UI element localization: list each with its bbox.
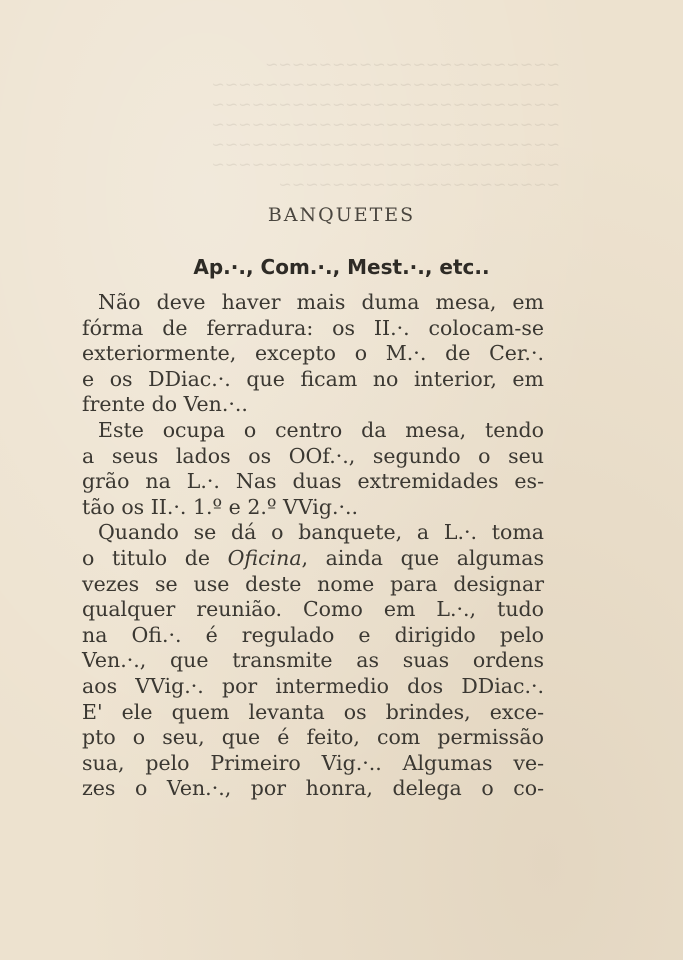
body-text xyxy=(82,290,544,802)
text-line: Quando se dá o banquete, a L.·. toma xyxy=(98,520,544,545)
text-line: Não deve haver mais duma mesa, em xyxy=(98,290,544,314)
text-line: pto o seu, que é feito, com permissão xyxy=(82,725,544,750)
text-line: E' ele quem levanta os brindes, exce- xyxy=(82,699,544,724)
text-line: a seus lados os OOf.·., segundo o seu xyxy=(82,443,544,468)
text-line: vezes se use deste nome para designar xyxy=(82,571,544,596)
text-line: e os DDiac.·. que ficam no interior, em xyxy=(82,366,544,391)
text-line: grão na L.·. Nas duas extremidades es- xyxy=(82,469,544,494)
text-line: Ven.·., que transmite as suas ordens xyxy=(82,648,544,673)
text-line: qualquer reunião. Como em L.·., tudo xyxy=(82,597,544,622)
text-segment: , ainda que algumas xyxy=(301,545,544,570)
text-line: sua, pelo Primeiro Vig.·.. Algumas ve- xyxy=(82,750,544,775)
text-line: exteriormente, excepto o M.·. de Cer.·. xyxy=(82,341,544,366)
text-line: frente do Ven.·.. xyxy=(82,392,248,417)
text-line: fórma de ferradura: os II.·. colocam-se xyxy=(82,315,544,340)
bleed-through-decoration: ~~~~~~~~~~~~~~~~~~~~~~ ~~~~~~~~~~~~~~~~~~~~~~~~~~ ~~~~~~~~~~~~~~~~~~~~~~~~~~ ~~~~~~~~~~~~~~~~~~~~~~~~~~ ~~~~~~~~~~~~~~~~~~~~~~~~~~ ~~~~~~~~~~~~~~~~~~~~~~~~~~ ~~~~~~~~~~~~~~~~~~~~~ xyxy=(211,55,560,194)
text-segment: o titulo de xyxy=(82,545,228,570)
italic-term: Oficina xyxy=(227,545,302,570)
text-line: Este ocupa o centro da mesa, tendo xyxy=(98,417,544,442)
text-line: na Ofi.·. é regulado e dirigido pelo xyxy=(82,622,544,647)
subheading: Ap.·., Com.·., Mest.·., etc.. xyxy=(193,255,490,279)
text-line-with-italic xyxy=(82,546,544,572)
section-title: BANQUETES xyxy=(267,204,416,226)
text-line: zes o Ven.·., por honra, delega o co- xyxy=(82,776,544,801)
text-line: aos VVig.·. por intermedio dos DDiac.·. xyxy=(82,673,544,698)
text-line: tão os II.·. 1.º e 2.º VVig.·.. xyxy=(82,494,359,519)
